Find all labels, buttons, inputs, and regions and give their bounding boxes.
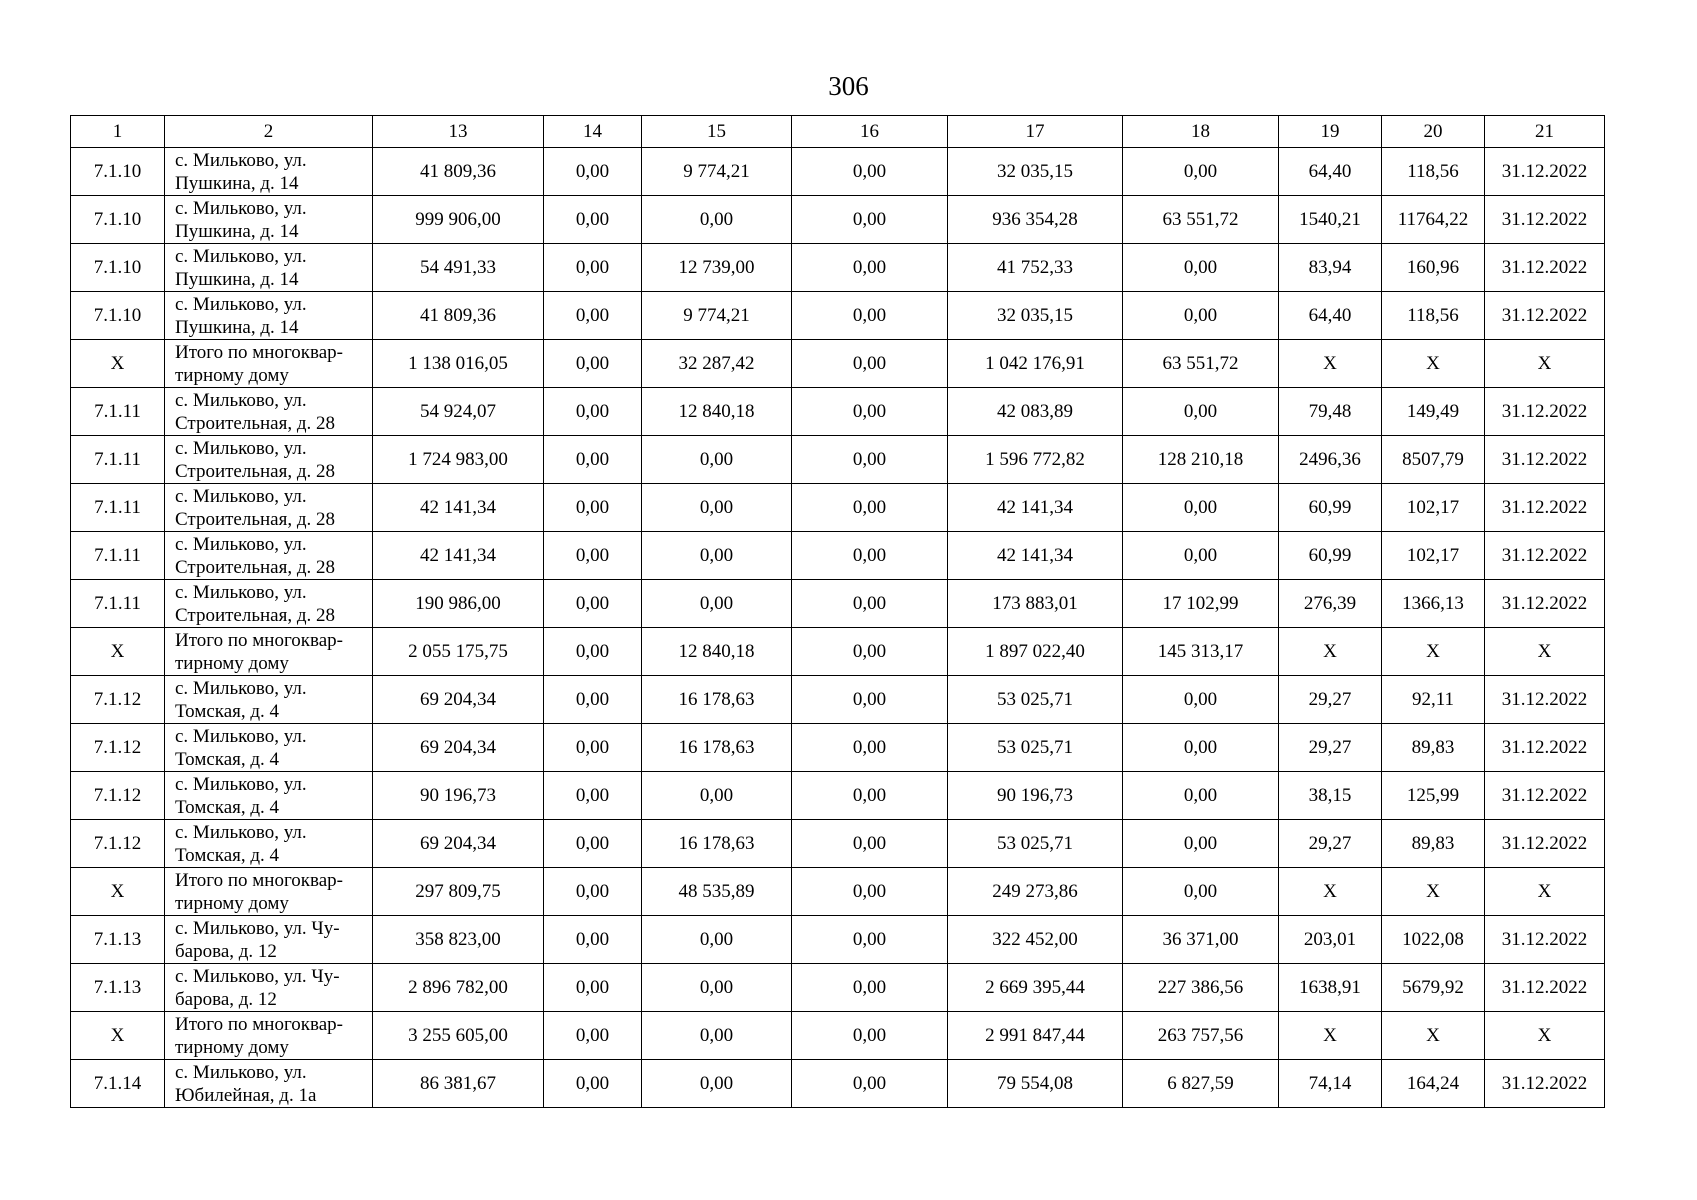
table-cell: 1 897 022,40	[948, 628, 1123, 676]
table-cell: 36 371,00	[1123, 916, 1279, 964]
address-cell: с. Мильково, ул. Пушкина, д. 14	[165, 244, 373, 292]
table-cell: 89,83	[1382, 820, 1485, 868]
table-cell: 0,00	[642, 484, 792, 532]
table-cell: 54 924,07	[373, 388, 544, 436]
table-cell: 164,24	[1382, 1060, 1485, 1108]
table-cell: 7.1.11	[71, 388, 165, 436]
table-cell: 42 141,34	[373, 484, 544, 532]
table-cell: 0,00	[544, 1012, 642, 1060]
table-cell: 173 883,01	[948, 580, 1123, 628]
table-cell: 358 823,00	[373, 916, 544, 964]
table-cell: 0,00	[792, 724, 948, 772]
table-cell: 125,99	[1382, 772, 1485, 820]
table-cell: 1366,13	[1382, 580, 1485, 628]
table-cell: 190 986,00	[373, 580, 544, 628]
table-cell: 0,00	[1123, 292, 1279, 340]
table-cell: 7.1.11	[71, 532, 165, 580]
table-cell: 0,00	[544, 580, 642, 628]
table-cell: 0,00	[792, 772, 948, 820]
table-cell: 0,00	[642, 964, 792, 1012]
address-cell: с. Мильково, ул. Строительная, д. 28	[165, 532, 373, 580]
table-cell: 7.1.12	[71, 820, 165, 868]
address-cell: с. Мильково, ул. Томская, д. 4	[165, 724, 373, 772]
table-cell: 12 739,00	[642, 244, 792, 292]
table-cell: Х	[1382, 1012, 1485, 1060]
table-cell: 8507,79	[1382, 436, 1485, 484]
table-cell: 9 774,21	[642, 148, 792, 196]
table-cell: 7.1.10	[71, 148, 165, 196]
table-cell: 29,27	[1279, 676, 1382, 724]
table-cell: 1022,08	[1382, 916, 1485, 964]
table-cell: Х	[1382, 628, 1485, 676]
table-cell: 31.12.2022	[1485, 196, 1605, 244]
table-cell: 149,49	[1382, 388, 1485, 436]
table-cell: 2 896 782,00	[373, 964, 544, 1012]
table-cell: 0,00	[792, 628, 948, 676]
table-cell: 42 141,34	[948, 484, 1123, 532]
table-cell: 0,00	[642, 532, 792, 580]
address-cell: с. Мильково, ул. Пушкина, д. 14	[165, 196, 373, 244]
table-cell: 0,00	[544, 628, 642, 676]
table-cell: 297 809,75	[373, 868, 544, 916]
table-cell: 9 774,21	[642, 292, 792, 340]
table-cell: 69 204,34	[373, 820, 544, 868]
table-cell: 6 827,59	[1123, 1060, 1279, 1108]
table-row	[71, 772, 1605, 820]
table-cell: 276,39	[1279, 580, 1382, 628]
table-cell: 0,00	[792, 436, 948, 484]
table-cell: 31.12.2022	[1485, 484, 1605, 532]
column-header: 19	[1279, 116, 1382, 148]
table-cell: 145 313,17	[1123, 628, 1279, 676]
table-cell: 17 102,99	[1123, 580, 1279, 628]
table-cell: Х	[1279, 1012, 1382, 1060]
table-cell: 128 210,18	[1123, 436, 1279, 484]
table-cell: 0,00	[1123, 676, 1279, 724]
table-cell: 60,99	[1279, 532, 1382, 580]
table-cell: Х	[1485, 868, 1605, 916]
table-cell: 42 141,34	[373, 532, 544, 580]
table-cell: 41 809,36	[373, 148, 544, 196]
table-row	[71, 196, 1605, 244]
table-cell: 0,00	[544, 148, 642, 196]
address-cell: Итого по многоквар-тирному дому	[165, 1012, 373, 1060]
address-cell: Итого по многоквар-тирному дому	[165, 868, 373, 916]
table-cell: 11764,22	[1382, 196, 1485, 244]
table-cell: 0,00	[1123, 772, 1279, 820]
table-cell: 31.12.2022	[1485, 292, 1605, 340]
table-cell: Х	[71, 340, 165, 388]
header-row	[71, 116, 1605, 148]
table-cell: 2 991 847,44	[948, 1012, 1123, 1060]
table-row	[71, 1012, 1605, 1060]
table-row	[71, 820, 1605, 868]
table-cell: 263 757,56	[1123, 1012, 1279, 1060]
table-cell: 16 178,63	[642, 820, 792, 868]
table-cell: 7.1.11	[71, 436, 165, 484]
table-cell: 0,00	[792, 868, 948, 916]
table-cell: 31.12.2022	[1485, 388, 1605, 436]
table-row	[71, 580, 1605, 628]
table-cell: 0,00	[1123, 388, 1279, 436]
table-cell: 0,00	[792, 1012, 948, 1060]
table-cell: 1 596 772,82	[948, 436, 1123, 484]
table-cell: 0,00	[544, 676, 642, 724]
table-cell: 53 025,71	[948, 724, 1123, 772]
table-cell: 0,00	[792, 244, 948, 292]
table-cell: 2496,36	[1279, 436, 1382, 484]
table-cell: Х	[71, 868, 165, 916]
table-cell: 32 287,42	[642, 340, 792, 388]
table-cell: 0,00	[544, 1060, 642, 1108]
table-cell: Х	[1279, 628, 1382, 676]
table-cell: 0,00	[544, 292, 642, 340]
table-cell: 0,00	[1123, 724, 1279, 772]
table-cell: 0,00	[544, 388, 642, 436]
table-cell: 7.1.13	[71, 916, 165, 964]
table-row	[71, 484, 1605, 532]
table-row	[71, 628, 1605, 676]
table-cell: 118,56	[1382, 148, 1485, 196]
address-cell: с. Мильково, ул. Пушкина, д. 14	[165, 292, 373, 340]
table-cell: 31.12.2022	[1485, 1060, 1605, 1108]
table-cell: 1 724 983,00	[373, 436, 544, 484]
table-cell: 41 752,33	[948, 244, 1123, 292]
table-cell: 90 196,73	[948, 772, 1123, 820]
table-cell: 0,00	[642, 436, 792, 484]
address-cell: с. Мильково, ул. Томская, д. 4	[165, 820, 373, 868]
table-cell: 0,00	[792, 148, 948, 196]
table-cell: 0,00	[1123, 148, 1279, 196]
table-cell: 79 554,08	[948, 1060, 1123, 1108]
table-cell: 90 196,73	[373, 772, 544, 820]
table-cell: 31.12.2022	[1485, 244, 1605, 292]
table-row	[71, 244, 1605, 292]
table-cell: 0,00	[544, 436, 642, 484]
table-cell: 53 025,71	[948, 676, 1123, 724]
table-cell: 1 042 176,91	[948, 340, 1123, 388]
table-cell: 0,00	[544, 868, 642, 916]
table-cell: 0,00	[1123, 484, 1279, 532]
table-cell: 31.12.2022	[1485, 532, 1605, 580]
table-cell: 31.12.2022	[1485, 772, 1605, 820]
table-cell: 0,00	[792, 196, 948, 244]
table-cell: 0,00	[544, 244, 642, 292]
table-cell: 42 141,34	[948, 532, 1123, 580]
table-cell: 0,00	[642, 580, 792, 628]
table-cell: 0,00	[544, 820, 642, 868]
table-cell: 31.12.2022	[1485, 436, 1605, 484]
table-cell: 0,00	[1123, 868, 1279, 916]
table-cell: 31.12.2022	[1485, 676, 1605, 724]
table-cell: 69 204,34	[373, 676, 544, 724]
table-cell: 0,00	[1123, 532, 1279, 580]
table-cell: 7.1.13	[71, 964, 165, 1012]
table-cell: 63 551,72	[1123, 340, 1279, 388]
table-cell: 16 178,63	[642, 724, 792, 772]
column-header: 2	[165, 116, 373, 148]
table-cell: 12 840,18	[642, 388, 792, 436]
table-cell: 0,00	[642, 1060, 792, 1108]
table-cell: 203,01	[1279, 916, 1382, 964]
column-header: 21	[1485, 116, 1605, 148]
table-cell: 74,14	[1279, 1060, 1382, 1108]
table-cell: 0,00	[792, 292, 948, 340]
table-cell: 0,00	[544, 340, 642, 388]
table-cell: 7.1.10	[71, 196, 165, 244]
table-row	[71, 436, 1605, 484]
table-cell: 0,00	[642, 772, 792, 820]
table-cell: 63 551,72	[1123, 196, 1279, 244]
table-cell: 0,00	[792, 388, 948, 436]
table-cell: 31.12.2022	[1485, 580, 1605, 628]
table-row	[71, 388, 1605, 436]
table-cell: 7.1.12	[71, 676, 165, 724]
table-cell: 7.1.10	[71, 292, 165, 340]
address-cell: с. Мильково, ул. Томская, д. 4	[165, 676, 373, 724]
table-row	[71, 916, 1605, 964]
column-header: 18	[1123, 116, 1279, 148]
table-cell: 0,00	[792, 340, 948, 388]
column-header: 1	[71, 116, 165, 148]
address-cell: с. Мильково, ул. Чу-барова, д. 12	[165, 964, 373, 1012]
column-header: 16	[792, 116, 948, 148]
table-cell: 1540,21	[1279, 196, 1382, 244]
column-header: 13	[373, 116, 544, 148]
table-cell: 999 906,00	[373, 196, 544, 244]
table-cell: 86 381,67	[373, 1060, 544, 1108]
table-cell: Х	[1382, 868, 1485, 916]
table-body	[71, 148, 1605, 1108]
table-cell: 102,17	[1382, 484, 1485, 532]
table-cell: 0,00	[544, 772, 642, 820]
table-cell: 0,00	[544, 532, 642, 580]
address-cell: с. Мильково, ул. Строительная, д. 28	[165, 388, 373, 436]
table-cell: 0,00	[642, 196, 792, 244]
table-cell: Х	[71, 1012, 165, 1060]
address-cell: Итого по многоквар-тирному дому	[165, 340, 373, 388]
table-cell: 31.12.2022	[1485, 148, 1605, 196]
table-cell: 118,56	[1382, 292, 1485, 340]
page-number: 306	[828, 71, 869, 101]
table-row	[71, 148, 1605, 196]
table-cell: 89,83	[1382, 724, 1485, 772]
address-cell: Итого по многоквар-тирному дому	[165, 628, 373, 676]
table-cell: 0,00	[792, 532, 948, 580]
table-cell: 7.1.11	[71, 580, 165, 628]
table-cell: 7.1.12	[71, 724, 165, 772]
table-cell: 0,00	[792, 964, 948, 1012]
table-cell: 31.12.2022	[1485, 820, 1605, 868]
address-cell: с. Мильково, ул. Пушкина, д. 14	[165, 148, 373, 196]
table-cell: 2 669 395,44	[948, 964, 1123, 1012]
table-cell: 0,00	[544, 484, 642, 532]
table-cell: 16 178,63	[642, 676, 792, 724]
table-cell: Х	[1279, 340, 1382, 388]
table-cell: 0,00	[544, 964, 642, 1012]
table-row	[71, 868, 1605, 916]
table-cell: 64,40	[1279, 148, 1382, 196]
table-cell: 0,00	[792, 676, 948, 724]
table-cell: Х	[1485, 628, 1605, 676]
table-cell: 0,00	[544, 724, 642, 772]
address-cell: с. Мильково, ул. Томская, д. 4	[165, 772, 373, 820]
table-cell: 0,00	[792, 1060, 948, 1108]
table-cell: Х	[1279, 868, 1382, 916]
table-cell: 0,00	[642, 916, 792, 964]
table-row	[71, 724, 1605, 772]
table-cell: Х	[71, 628, 165, 676]
table-cell: 79,48	[1279, 388, 1382, 436]
table-cell: 0,00	[792, 916, 948, 964]
table-row	[71, 292, 1605, 340]
table-cell: 54 491,33	[373, 244, 544, 292]
table-cell: 31.12.2022	[1485, 724, 1605, 772]
table-row	[71, 532, 1605, 580]
table-cell: 83,94	[1279, 244, 1382, 292]
table-cell: 0,00	[544, 196, 642, 244]
table-cell: 92,11	[1382, 676, 1485, 724]
column-header: 14	[544, 116, 642, 148]
table-cell: 12 840,18	[642, 628, 792, 676]
table-cell: 32 035,15	[948, 292, 1123, 340]
table-cell: 31.12.2022	[1485, 964, 1605, 1012]
table-cell: 5679,92	[1382, 964, 1485, 1012]
address-cell: с. Мильково, ул. Юбилейная, д. 1а	[165, 1060, 373, 1108]
table-cell: 1 138 016,05	[373, 340, 544, 388]
table-cell: 42 083,89	[948, 388, 1123, 436]
table-cell: Х	[1485, 1012, 1605, 1060]
column-header: 20	[1382, 116, 1485, 148]
table-row	[71, 340, 1605, 388]
table-cell: 0,00	[792, 484, 948, 532]
table-cell: 7.1.14	[71, 1060, 165, 1108]
table-row	[71, 964, 1605, 1012]
data-table	[70, 115, 1605, 1108]
table-cell: 7.1.11	[71, 484, 165, 532]
table-cell: 0,00	[544, 916, 642, 964]
table-cell: 32 035,15	[948, 148, 1123, 196]
table-cell: 936 354,28	[948, 196, 1123, 244]
column-header: 15	[642, 116, 792, 148]
table-cell: 69 204,34	[373, 724, 544, 772]
table-cell: 0,00	[1123, 244, 1279, 292]
table-cell: 1638,91	[1279, 964, 1382, 1012]
table-cell: 48 535,89	[642, 868, 792, 916]
table-cell: Х	[1382, 340, 1485, 388]
table-cell: 322 452,00	[948, 916, 1123, 964]
address-cell: с. Мильково, ул. Строительная, д. 28	[165, 580, 373, 628]
table-cell: 0,00	[792, 820, 948, 868]
table-cell: 7.1.12	[71, 772, 165, 820]
table-cell: 31.12.2022	[1485, 916, 1605, 964]
table-cell: 2 055 175,75	[373, 628, 544, 676]
table-cell: 227 386,56	[1123, 964, 1279, 1012]
table-cell: 0,00	[1123, 820, 1279, 868]
table-cell: 102,17	[1382, 532, 1485, 580]
table-cell: 29,27	[1279, 724, 1382, 772]
table-cell: 7.1.10	[71, 244, 165, 292]
table-cell: 64,40	[1279, 292, 1382, 340]
address-cell: с. Мильково, ул. Строительная, д. 28	[165, 436, 373, 484]
address-cell: с. Мильково, ул. Чу-барова, д. 12	[165, 916, 373, 964]
table-header	[71, 116, 1605, 148]
table-cell: 38,15	[1279, 772, 1382, 820]
address-cell: с. Мильково, ул. Строительная, д. 28	[165, 484, 373, 532]
table-cell: 0,00	[792, 580, 948, 628]
table-cell: 249 273,86	[948, 868, 1123, 916]
table-row	[71, 1060, 1605, 1108]
table-cell: 3 255 605,00	[373, 1012, 544, 1060]
table-cell: 160,96	[1382, 244, 1485, 292]
table-cell: 60,99	[1279, 484, 1382, 532]
table-cell: 53 025,71	[948, 820, 1123, 868]
table-cell: 41 809,36	[373, 292, 544, 340]
table-cell: 29,27	[1279, 820, 1382, 868]
table-cell: Х	[1485, 340, 1605, 388]
table-row	[71, 676, 1605, 724]
table-cell: 0,00	[642, 1012, 792, 1060]
column-header: 17	[948, 116, 1123, 148]
